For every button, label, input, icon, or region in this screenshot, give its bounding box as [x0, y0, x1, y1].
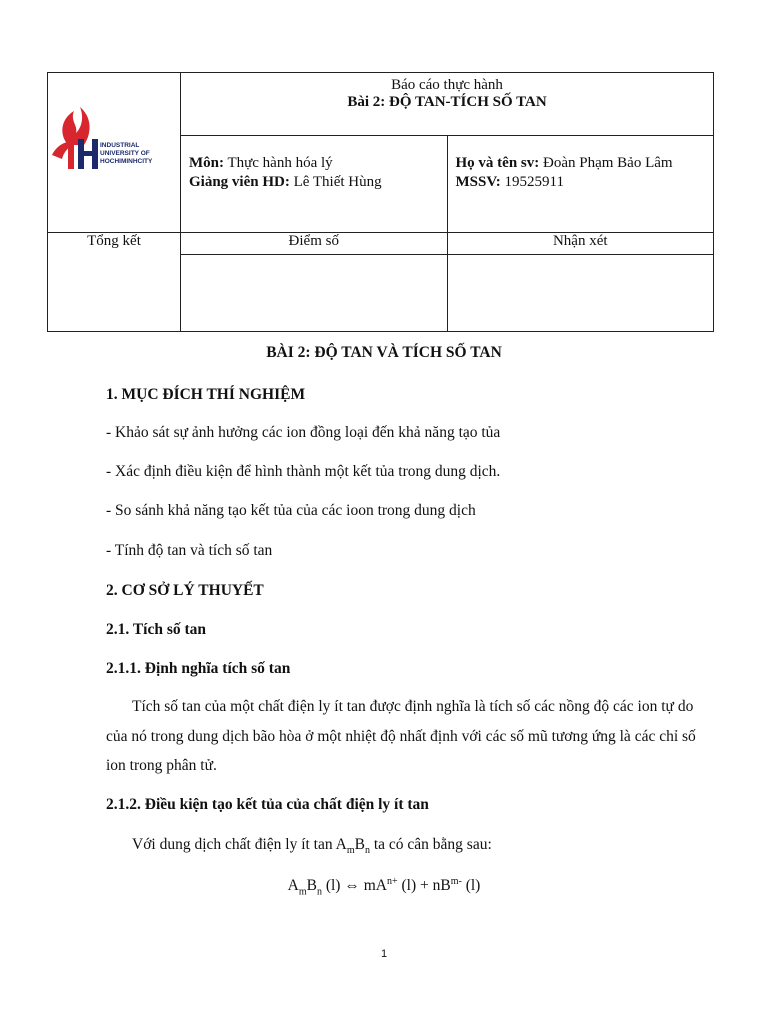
logo-line-2: UNIVERSITY OF — [100, 150, 150, 157]
report-title: Báo cáo thực hành — [391, 77, 503, 93]
id-label: MSSV: — [455, 174, 501, 190]
section-2-1-2-title: 2.1.2. Điều kiện tạo kết tủa của chất điện ly ít tan — [106, 796, 429, 813]
lesson-title: Bài 2: ĐỘ TAN-TÍCH SỐ TAN — [347, 94, 547, 110]
intro-sub-m: m — [346, 845, 355, 857]
teacher-label: Giảng viên HD: — [189, 174, 290, 190]
definition-paragraph: Tích số tan của một chất điện ly ít tan được định nghĩa là tích số các nồng độ các ion tự do của nó trong dung dịch bão hòa ở một nhiệt độ nhất định với các số mũ tương ứng là các chỉ số ion trong phân tử. — [106, 698, 696, 774]
comment-head-cell — [447, 233, 714, 255]
formula-sub-m: m — [298, 886, 307, 898]
id-value: 19525911 — [504, 174, 564, 190]
subject-label: Môn: — [189, 155, 224, 171]
intro-b: B — [354, 836, 365, 853]
equilibrium-intro — [132, 836, 492, 856]
bullet-item: - Khảo sát sự ảnh hưởng các ion đồng loại đến khả năng tạo tủa — [106, 424, 501, 441]
summary-cell — [48, 233, 181, 332]
formula-sup-anion: m- — [450, 876, 462, 887]
intro-text-after: ta có cân bằng sau: — [369, 836, 492, 853]
student-label: Họ và tên sv: — [455, 155, 540, 171]
title-cell — [181, 73, 714, 136]
logo-line-3: HOCHIMINHCITY — [100, 158, 153, 165]
bullet-item: - So sánh khả năng tạo kết tủa của các ioon trong dung dịch — [106, 502, 476, 519]
formula-b: B — [306, 877, 317, 895]
section-2-title: 2. CƠ SỞ LÝ THUYẾT — [106, 582, 264, 599]
section-2-1-1-title: 2.1.1. Định nghĩa tích số tan — [106, 660, 291, 677]
comment-value-cell — [447, 255, 714, 332]
subject-info-cell — [181, 136, 448, 233]
intro-sub-n: n — [364, 845, 370, 857]
university-logo-icon — [48, 73, 180, 213]
equilibrium-formula — [0, 876, 768, 897]
logo-cell — [48, 73, 181, 233]
summary-label: Tổng kết — [87, 233, 141, 249]
score-value-cell — [181, 255, 448, 332]
formula-sup-cation: n+ — [386, 876, 398, 887]
report-header-table — [47, 72, 714, 332]
student-info-cell — [447, 136, 714, 233]
formula-left: (l) ⇔ mA — [321, 877, 387, 895]
score-label: Điểm số — [288, 233, 339, 249]
intro-text: Với dung dịch chất điện ly ít tan A — [132, 836, 347, 853]
student-value: Đoàn Phạm Bảo Lâm — [543, 155, 673, 171]
section-2-1-title: 2.1. Tích số tan — [106, 621, 207, 638]
bullet-item: - Xác định điều kiện để hình thành một kết tủa trong dung dịch. — [106, 463, 501, 480]
teacher-value: Lê Thiết Hùng — [293, 174, 382, 190]
page-number: 1 — [380, 948, 388, 960]
comment-label: Nhận xét — [552, 233, 608, 249]
score-head-cell — [181, 233, 448, 255]
main-heading: BÀI 2: ĐỘ TAN VÀ TÍCH SỐ TAN — [266, 344, 502, 361]
formula-a: A — [287, 877, 299, 895]
formula-mid: (l) + nB — [397, 877, 451, 895]
subject-value: Thực hành hóa lý — [227, 155, 333, 171]
formula-sub-n: n — [316, 886, 322, 898]
formula-end: (l) — [461, 877, 481, 895]
bullet-item: - Tính độ tan và tích số tan — [106, 542, 273, 559]
section-1-title: 1. MỤC ĐÍCH THÍ NGHIỆM — [106, 386, 306, 403]
logo-line-1: INDUSTRIAL — [100, 142, 140, 149]
